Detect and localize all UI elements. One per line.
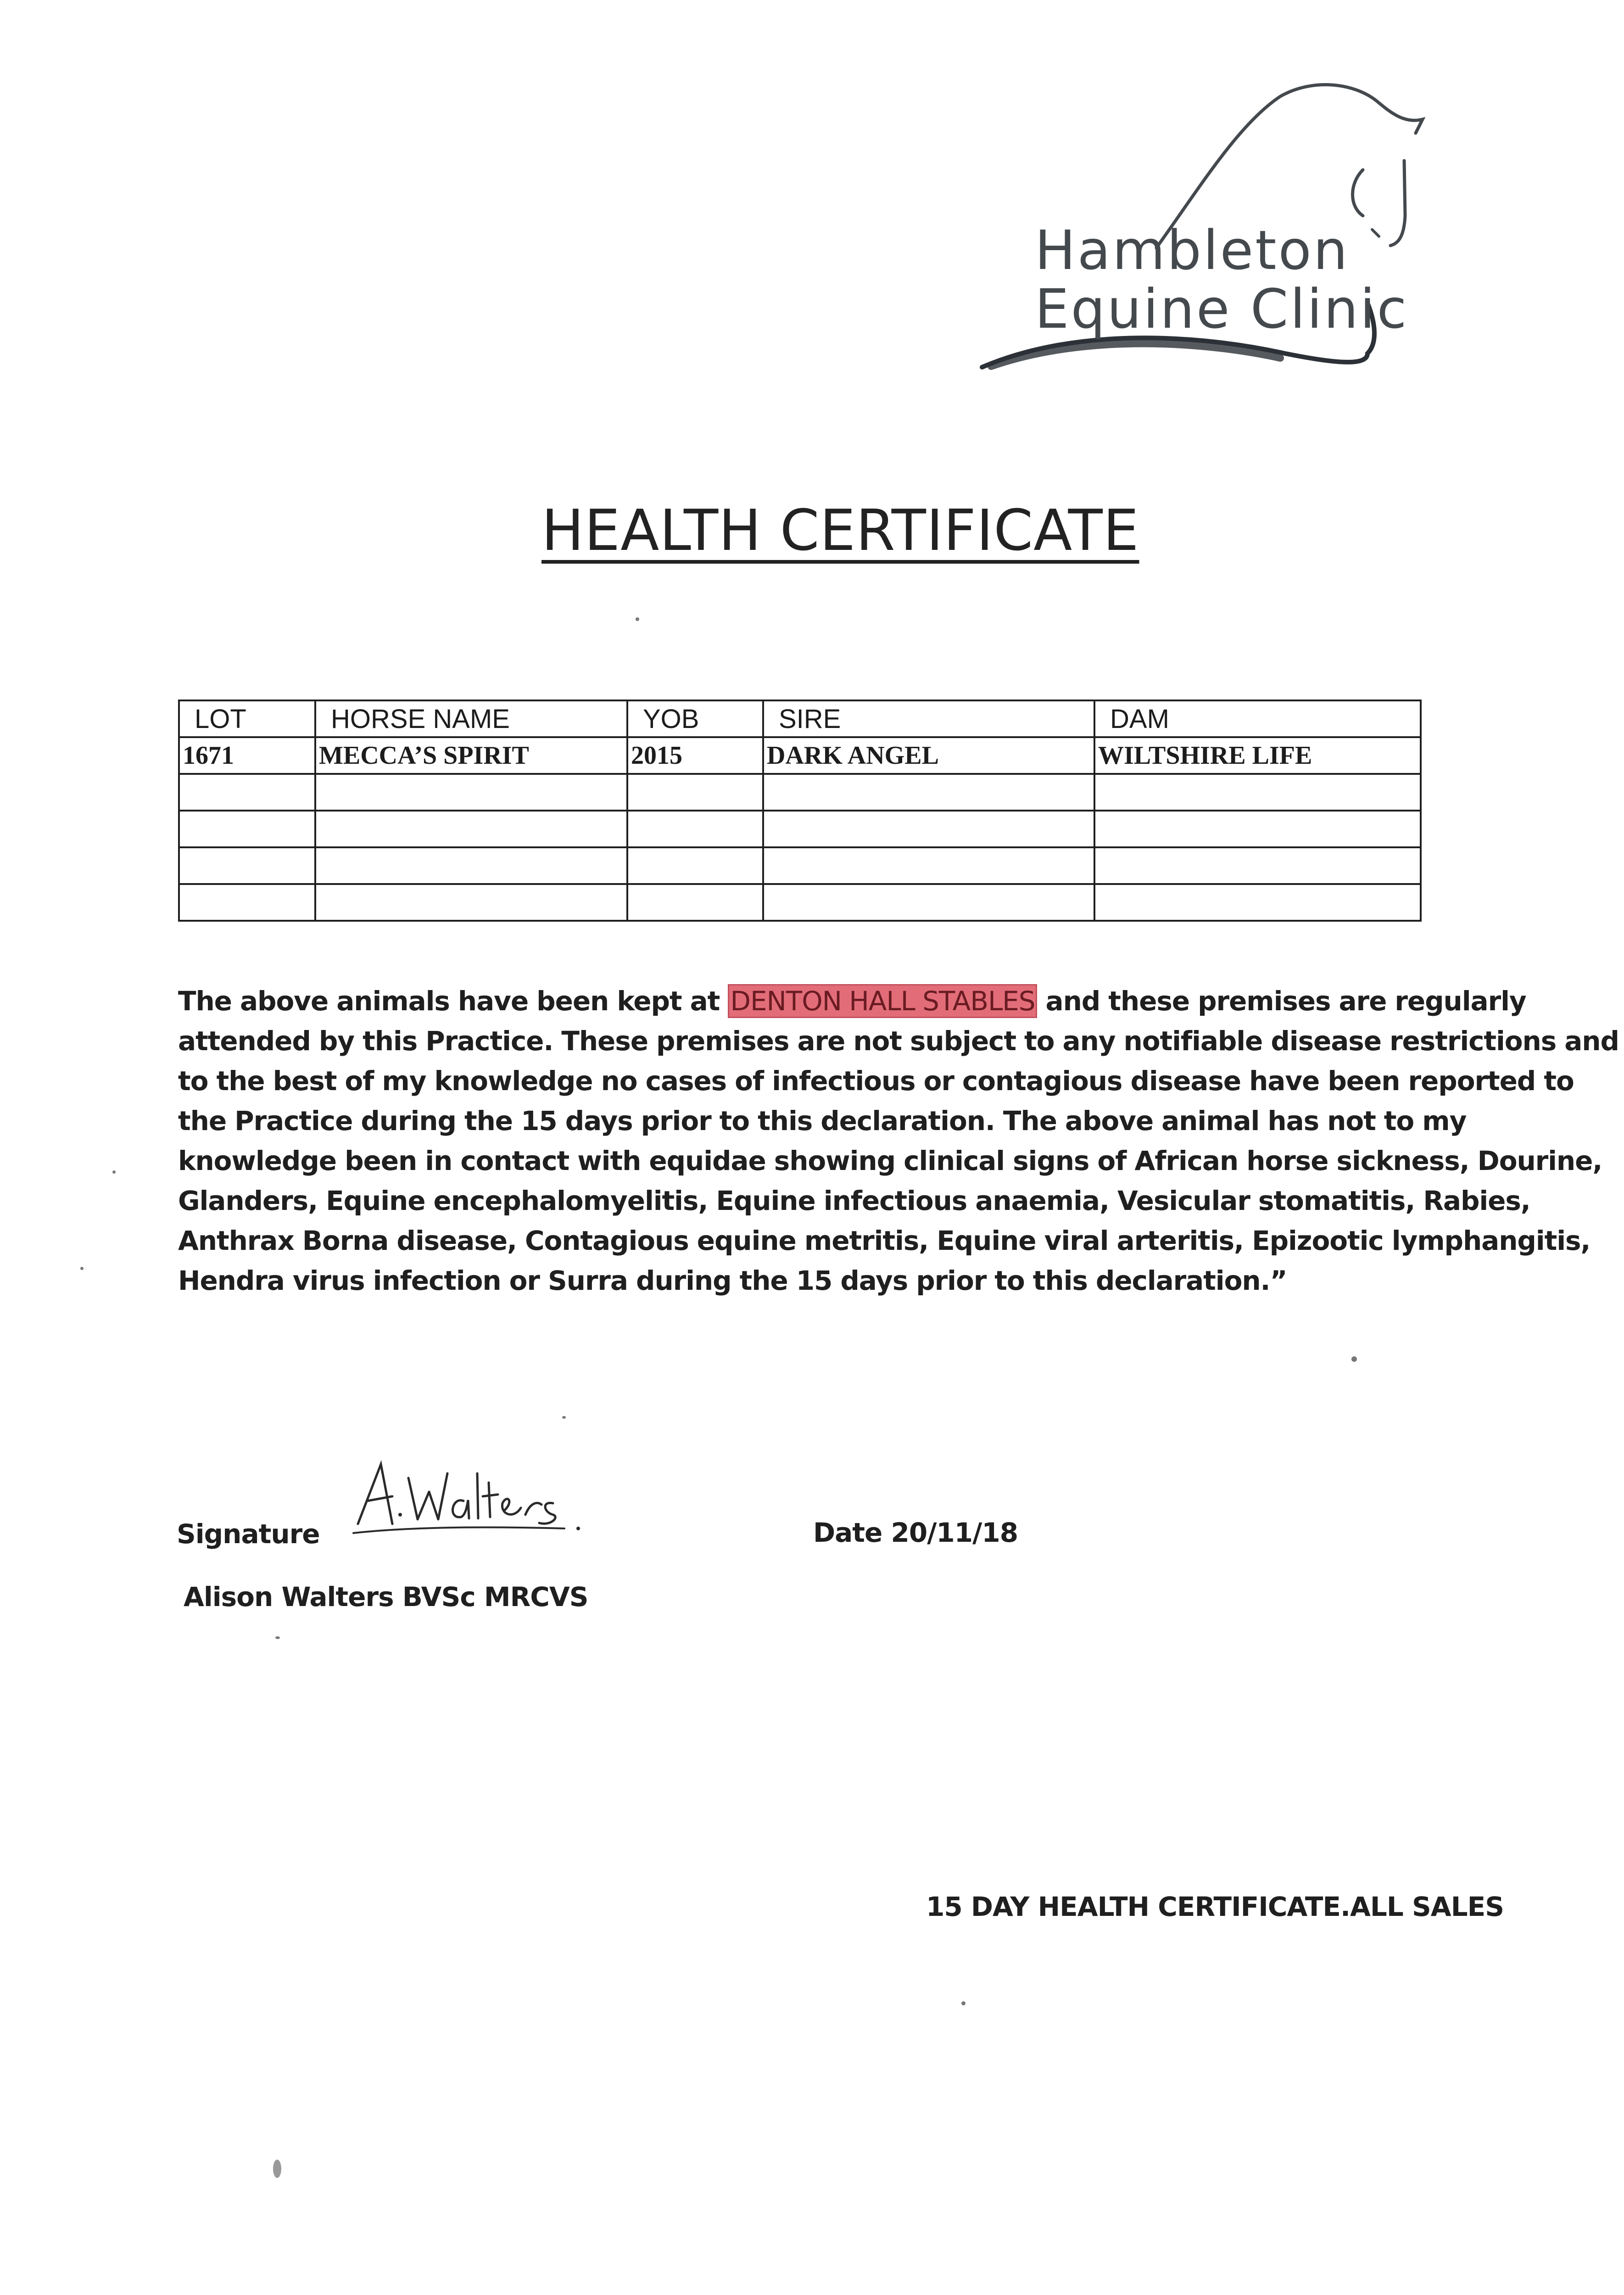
column-header-yob: YOB <box>627 700 763 737</box>
declaration-line-6: Glanders, Equine encephalomyelitis, Equine infectious anaemia, Vesicular stomatitis, Rabies, <box>178 1185 1530 1216</box>
cell-horse-name: MECCA’S SPIRIT <box>315 737 627 774</box>
table-row <box>179 884 1421 921</box>
cell-lot <box>179 847 315 884</box>
scan-speck <box>275 1636 280 1639</box>
premises-highlight: DENTON HALL STABLES <box>728 984 1037 1018</box>
cell-dam <box>1094 811 1421 847</box>
table-row <box>179 811 1421 847</box>
declaration-line-1 <box>178 981 1526 1021</box>
page-title: HEALTH CERTIFICATE <box>541 498 1139 564</box>
cell-dam <box>1094 884 1421 921</box>
clinic-name-line1: Hambleton <box>1035 218 1350 282</box>
clinic-name-line2: Equine Clinic <box>1035 277 1409 341</box>
column-header-lot: LOT <box>179 700 315 737</box>
cell-lot <box>179 811 315 847</box>
cell-horse-name <box>315 847 627 884</box>
cell-sire: DARK ANGEL <box>763 737 1094 774</box>
table-row <box>179 774 1421 811</box>
cell-sire <box>763 811 1094 847</box>
horse-details-table <box>178 700 1422 922</box>
scan-speck <box>636 617 639 621</box>
cell-yob <box>627 884 763 921</box>
declaration-line-7: Anthrax Borna disease, Contagious equine metritis, Equine viral arteritis, Epizootic lymphangitis, <box>178 1225 1591 1256</box>
cell-dam <box>1094 847 1421 884</box>
declaration-line-8: Hendra virus infection or Surra during the 15 days prior to this declaration.” <box>178 1265 1287 1296</box>
cell-sire <box>763 884 1094 921</box>
certificate-date: Date 20/11/18 <box>813 1517 1018 1548</box>
table-row <box>179 737 1421 774</box>
signature-label: Signature <box>177 1518 320 1550</box>
cell-yob <box>627 847 763 884</box>
cell-lot: 1671 <box>179 737 315 774</box>
table-row <box>179 847 1421 884</box>
column-header-horse-name: HORSE NAME <box>315 700 627 737</box>
cell-horse-name <box>315 811 627 847</box>
declaration-line-4: the Practice during the 15 days prior to this declaration. The above animal has not to my <box>178 1105 1467 1136</box>
cell-horse-name <box>315 774 627 811</box>
cell-yob <box>627 774 763 811</box>
scan-speck <box>1351 1356 1357 1362</box>
column-header-dam: DAM <box>1094 700 1421 737</box>
cell-dam <box>1094 774 1421 811</box>
declaration-lead: The above animals have been kept at <box>178 985 728 1017</box>
cell-yob: 2015 <box>627 737 763 774</box>
declaration-line-5: knowledge been in contact with equidae showing clinical signs of African horse sickness, Dourine, <box>178 1145 1602 1176</box>
veterinarian-name: Alison Walters BVSc MRCVS <box>184 1581 588 1612</box>
scan-speck <box>112 1170 116 1174</box>
cell-lot <box>179 774 315 811</box>
scan-speck <box>273 2160 281 2178</box>
table-header-row <box>179 700 1421 737</box>
cell-yob <box>627 811 763 847</box>
scan-speck <box>80 1267 84 1270</box>
cell-sire <box>763 774 1094 811</box>
declaration-line-3: to the best of my knowledge no cases of infectious or contagious disease have been reported to <box>178 1065 1574 1097</box>
cell-lot <box>179 884 315 921</box>
handwritten-signature <box>349 1446 587 1547</box>
cell-sire <box>763 847 1094 884</box>
cell-dam: WILTSHIRE LIFE <box>1094 737 1421 774</box>
declaration-paragraph <box>178 981 1619 1301</box>
footer-note: 15 DAY HEALTH CERTIFICATE.ALL SALES <box>926 1891 1504 1922</box>
scan-speck <box>562 1416 566 1419</box>
column-header-sire: SIRE <box>763 700 1094 737</box>
cell-horse-name <box>315 884 627 921</box>
declaration-rest: and these premises are regularly <box>1037 985 1526 1017</box>
scan-speck <box>961 2001 965 2005</box>
declaration-line-2: attended by this Practice. These premises are not subject to any notifiable disease restrictions and <box>178 1025 1619 1057</box>
